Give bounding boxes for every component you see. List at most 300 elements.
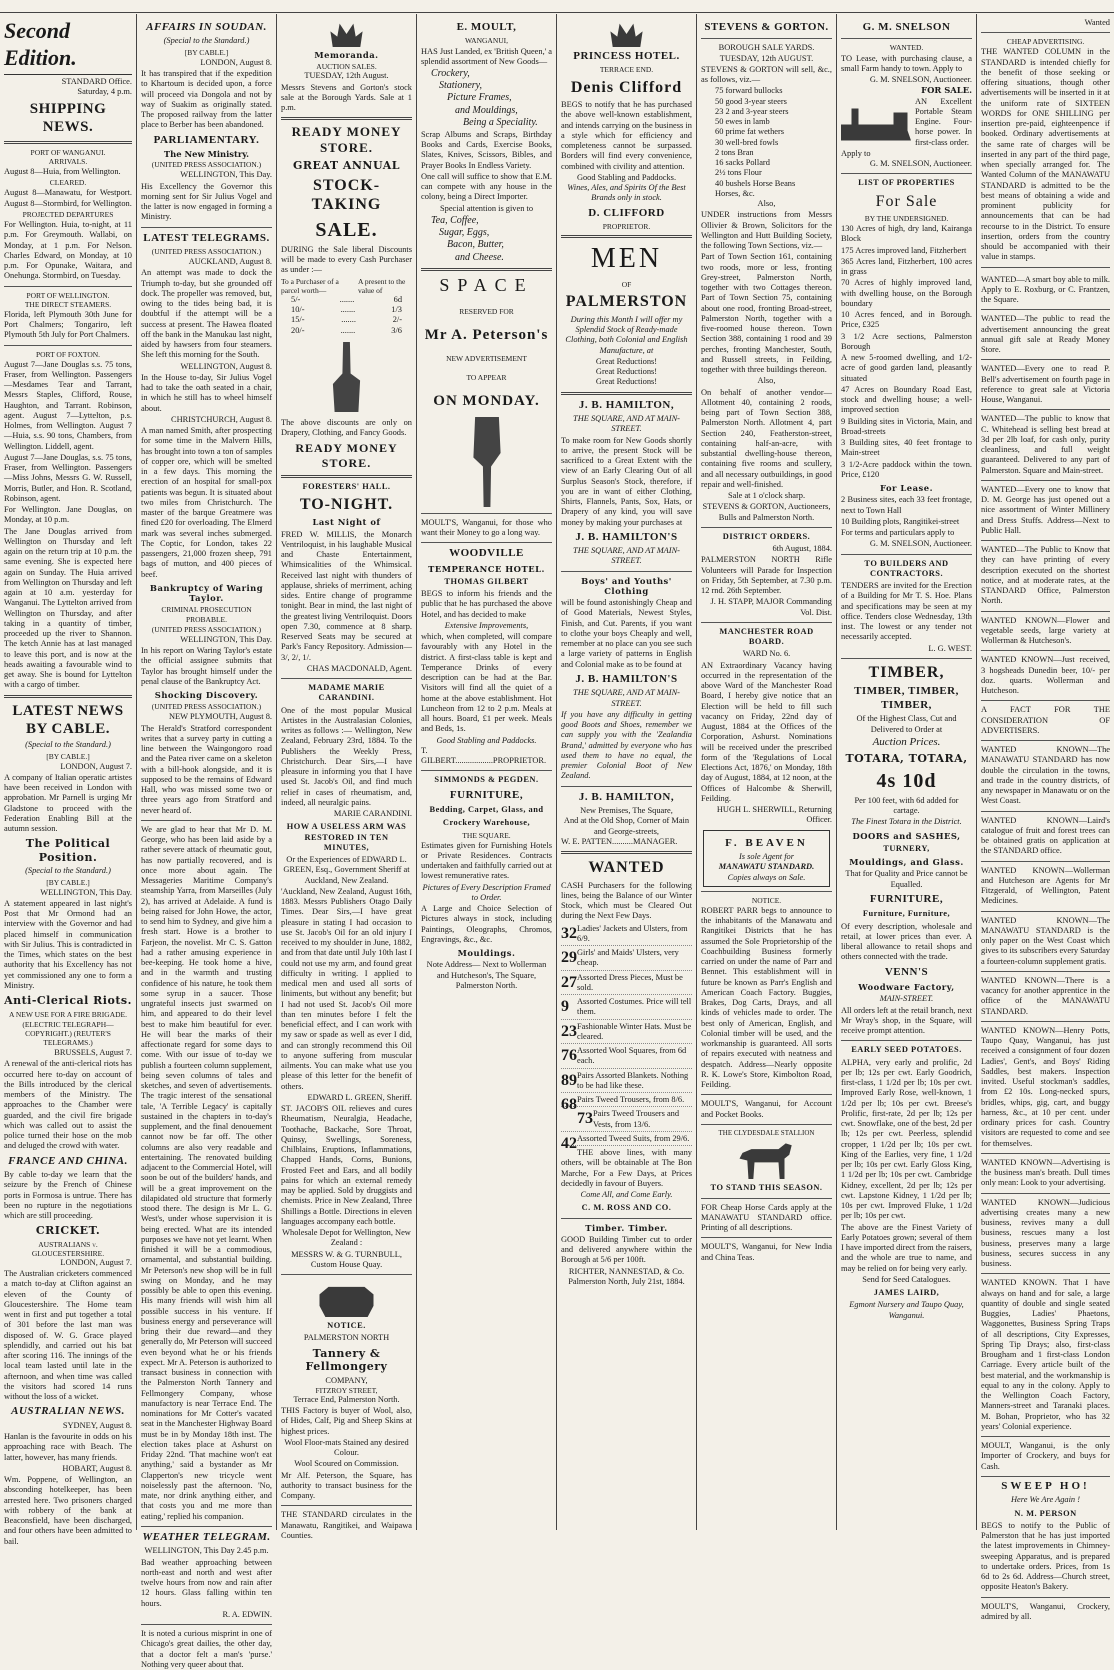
sheep-icon: [317, 1279, 377, 1317]
ad-subtitle: Here We Are Again !: [1010, 1495, 1080, 1505]
paragraph: By cable to-day we learn that the seizure by the French of Chinese ports in Formosa is untrue. There has been no rupture in the negotiations which are still proceeding.: [4, 1170, 132, 1221]
paragraph: Wm. Poppene, of Wellington, an absconding hotelkeeper, has been arrested here. Two prisoners charged with robbery of the bank at Beaconsfield, have been discharged, and four others have been admitted to bail.: [4, 1475, 132, 1546]
address: THE SQUARE, AND AT MAIN-STREET.: [573, 414, 680, 434]
list-item: 130 Acres of high, dry land, Kairanga Block: [841, 224, 972, 244]
address: Egmont Nursery and Taupo Quay, Wanganui.: [849, 1300, 964, 1320]
ad-title: Denis Clifford: [570, 78, 683, 96]
item-text: Ladies' Jackets and Ulsters, from 6/9.: [577, 923, 688, 943]
list-item: [561, 997, 692, 1020]
ad-title: Furniture, Furniture,: [862, 909, 951, 919]
dateline: LONDON, August 8.: [200, 57, 272, 67]
column-5: [557, 18, 696, 1528]
subheading: (UNITED PRESS ASSOCIATION.): [151, 247, 262, 256]
dateline: WELLINGTON, This Day 2.45 p.m.: [144, 1546, 269, 1556]
discount-worth: 20/-: [291, 325, 305, 335]
ad-title: NOTICE.: [751, 895, 782, 905]
dateline: BRUSSELS, August 7.: [54, 1048, 132, 1058]
paragraph: Special attention is given to: [439, 203, 534, 213]
list-item: A new 5-roomed dwelling, and 1/2-acre of good garden land, pleasantly situated: [841, 353, 972, 383]
subheading: (UNITED PRESS ASSOCIATION.): [151, 624, 262, 634]
paragraph: August 8—Huia, from Wellington.: [4, 167, 121, 177]
section-title: Bankruptcy of Waring Taylor.: [149, 582, 264, 604]
paragraph: Scrap Albums and Scraps, Birthday Books and Cards, Exercise Books, Slates, Knives, Scissors, Bibles, and Prayer Books In Endless Variety.: [421, 129, 552, 170]
dateline: STANDARD Office.: [61, 76, 132, 86]
paragraph: It has transpired that if the expedition to Khartoum is decided upon, a force will proceed via Dongola and not by way of Suakim as originally stated. The proposed railway from the latter place to Berber has been abandoned.: [141, 69, 272, 130]
paragraph: MOULT'S, Wanganui, for those who want their Money to go a long way.: [421, 517, 552, 537]
address: And at the Old Shop, Corner of Main and George-streets,: [563, 816, 690, 836]
ad-title: DOORS and SASHES,: [852, 830, 961, 841]
stock-list: [701, 86, 832, 199]
ad-subtitle: BY THE UNDERSIGNED.: [864, 214, 949, 224]
section-title: LATEST TELEGRAMS.: [143, 231, 270, 244]
list-item: 40 bushels Horse Beans: [715, 178, 796, 188]
list-item: [561, 1133, 692, 1152]
ad-subtitle: GREAT ANNUAL: [292, 159, 401, 173]
ad-subtitle: Auction Prices.: [872, 735, 941, 748]
section-title: LATEST NEWS BY CABLE.: [12, 702, 124, 738]
list-item: Bacon, Butter,: [447, 239, 504, 251]
ad-title: WANTED: [588, 859, 665, 877]
ad-subtitle: WARD No. 6.: [742, 649, 791, 659]
dateline: Saturday, 4 p.m.: [77, 86, 132, 96]
wanted-ads: [981, 272, 1110, 1477]
signature: L. G. WEST.: [928, 643, 972, 653]
ad-title: F. BEAVEN: [725, 836, 808, 849]
paragraph: Hanlan is the favourite in odds on his approaching race with Beach. The latter, however, has many friends.: [4, 1432, 132, 1462]
list-item: 2½ tons Flour: [715, 168, 762, 178]
ad-title: FURNITURE,: [449, 788, 524, 801]
paragraph: His Excellency the Governor this morning sent for Sir Julius Vogel and the latter is now engaged in forming a Ministry.: [141, 181, 272, 222]
section-title: WEATHER TELEGRAM.: [142, 1530, 271, 1543]
list-item: [561, 973, 692, 996]
price: 4s 10d: [876, 769, 937, 792]
paragraph: The above discounts are only on Drapery, Clothing, and Fancy Goods.: [281, 417, 412, 438]
item-text: Assorted Dress Pieces, Must be sold.: [577, 972, 683, 992]
ad-title: SPACE: [439, 274, 534, 295]
section-title: AUSTRALIAN NEWS.: [11, 1405, 125, 1418]
subheading: [BY CABLE.]: [46, 877, 90, 887]
paragraph: Of the Highest Class, Cut and Delivered to Order at: [856, 714, 957, 734]
paragraph: For terms and particulars apply to: [841, 528, 955, 538]
ad-title: WOODVILLE: [449, 547, 524, 560]
ad-title: MANCHESTER ROAD BOARD.: [719, 626, 814, 647]
list-item: Being a Speciality.: [463, 116, 538, 128]
ad-subtitle: Also,: [757, 376, 776, 386]
discount-dots: .......: [339, 294, 355, 304]
column-6: [697, 18, 836, 1528]
paragraph: A company of Italian operatic artistes have been received in London with approbation. Mr Parnell is urging Mr Gladstone to proceed with the Federation Enabling Bill at the autumn session.: [4, 772, 132, 834]
paragraph: CASH Purchasers for the following lines, being the Balance of our Winter Stock, which must be Cleared Out during the Next Few Days.: [561, 880, 692, 921]
address: TERRACE END.: [599, 65, 654, 75]
ad-subtitle: RESERVED FOR: [459, 306, 514, 316]
paragraph: All orders left at the retail branch, next Mr Wray's shop, in the Square, will receive prompt attention.: [841, 1005, 972, 1036]
paragraph: Per 100 feet, with 6d added for cartage.: [854, 795, 959, 816]
item-count: 73: [577, 1110, 593, 1128]
signature: PROPRIETOR.: [602, 221, 651, 231]
subheading: (Special to the Standard.): [163, 36, 250, 46]
paragraph: During this Month I will offer my Splendid Stock of Ready-made Clothing, both Colonial and English Manufacture, at: [565, 314, 688, 355]
list-item: 60 prime fat wethers: [715, 127, 785, 137]
signature: G. M. SNELSON, Auctioneer.: [869, 539, 972, 549]
paragraph: ALPHA, very early and prolific, 2d per lb; 12s per cwt. Early Goodrich, first-class, 1 1/2d per lb; 10s per cwt. Improved Early Rose, well-known, 1 1/2d per lb; 10s per cwt. Breese's Prolific, first-rate, 2d per lb; 12s per cwt. Snowflake, one of the best, 2d per lb; 12s per cwt. Peerless, splendid cropper, 1 1/2d per lb; 10s per cwt. King of the Earlies, very fine, 1 1/2d per lb; 10s per cwt. Early Gloss King, 1 1/2d per lb; 10s per cwt. Cambridge Kidney, excellent, 2d per lb; 12s per cwt. Lapstone Kidney, 1 1/2d per lb; 10s per cwt. Improved Fluke, 1 1/2d per lb; 10s per cwt.: [841, 1057, 972, 1221]
discount-row: [281, 315, 412, 325]
paragraph: In his report on Waring Taylor's estate the official assignee submits that Taylor has brought himself under the penal clause of the Bankruptcy Act.: [141, 646, 272, 686]
paragraph: THE above lines, with many others, will be obtainable at The Bon Marche, For a Few Days, at Prices decidedly in favour of Buyers.: [561, 1148, 692, 1188]
ad-title: MADAME MARIE CARANDINI.: [308, 683, 385, 703]
teas-list: [421, 215, 552, 264]
list-item: 75 forward bullocks: [715, 86, 783, 96]
ad-title: MEN: [590, 243, 663, 275]
subheading: PORT OF WANGANUI.: [30, 147, 106, 157]
subheading: The New Ministry.: [163, 148, 250, 159]
ad-subtitle: Crockery Warehouse,: [442, 818, 531, 828]
ad-title: DISTRICT ORDERS.: [722, 531, 811, 541]
paragraph: THIS Factory is buyer of Wool, also, of Hides, Calf, Pig and Sheep Skins at highest prices.: [281, 1406, 412, 1436]
subheading: A NEW USE FOR A FIRE BRIGADE.: [8, 1009, 127, 1019]
ad-title: FOR SALE.: [921, 85, 972, 96]
ad-title: FORESTERS' HALL.: [302, 481, 391, 491]
dateline: HOBART, August 8.: [62, 1463, 132, 1473]
ad-subtitle: PALMERSTON NORTH: [303, 1333, 390, 1343]
ad-title: TIMBER,: [868, 663, 945, 681]
discount-dots: .......: [340, 325, 356, 335]
item-text: Pairs Tweed Trousers, from 8/6.: [577, 1095, 685, 1105]
section-title: Memoranda.: [314, 50, 379, 60]
ad-title: SALE.: [315, 218, 378, 241]
ad-title: Mouldings, and Glass.: [849, 857, 964, 868]
ad-title: READY MONEY STORE.: [295, 441, 398, 471]
wanted-ad: WANTED KNOWN—Just received, 3 hogsheads Dunedin beer, 10/- per doz. quarts. Wollerman and Hutcheson.: [981, 652, 1110, 701]
wanted-items: [561, 923, 692, 1152]
ad-title: E. MOULT,: [456, 21, 517, 33]
paragraph: BEGS to inform his friends and the public that he has purchased the above Hotel, and has decided to make: [421, 589, 552, 619]
wanted-ad: A FACT FOR THE CONSIDERATION OF ADVERTISERS.: [981, 702, 1110, 741]
list-item: and Mouldings,: [455, 104, 518, 116]
subheading: CLEARED.: [49, 178, 87, 188]
paragraph: Bad weather approaching between north-east and north and west after twelve hours from now and rain after 12 hours. Glass falling within ten hours.: [141, 1557, 272, 1608]
wanted-ad: WANTED—The public to read the advertisement announcing the great annual gift sale at Ready Money Store.: [981, 311, 1110, 360]
paragraph: AN Excellent Portable Steam Engine. Four-horse power. In first-class order.: [915, 96, 972, 147]
paragraph: August 7—Jane Douglas, s.s. 75 tons, Fraser, from Wellington. Passengers—Miss Johns, Messrs G. W. Russell, Morris, Butler, and Hon. R. Scotland, Robinson, agent.: [4, 452, 132, 503]
properties-list: [841, 224, 972, 480]
dateline: CHRISTCHURCH, August 8.: [171, 414, 272, 424]
paragraph: PALMERSTON NORTH Rifle Volunteers will Parade for Inspection on Friday, 5th September, at 7.30 p.m. 12 rnd. 26th September.: [701, 555, 832, 596]
ad-subtitle: Apply to: [841, 148, 871, 158]
paragraph: If you have any difficulty in getting good Boots and Shoes, remember we can supply you with the 'Zealandia Brand,' admitted by everyone who has used them to have no equal, the premier Colonial Boot of New Zealand.: [561, 709, 692, 781]
list-item: 23 2 and 3-year steers: [715, 106, 789, 116]
paragraph: A Large and Choice Selection of Pictures always in stock, including Paintings, Oleographs, Chromos, Engravings, &c., &c.: [421, 904, 552, 944]
paragraph: Wool Scoured on Commission.: [294, 1459, 399, 1469]
ad-subtitle: Come All, and Come Early.: [580, 1190, 673, 1200]
paragraph: which, when completed, will compare favourably with any Hotel in the district. A first-class table is kept and Temperance Drinks of every description can be had at the Bar. Visitors will find all the quiet of a home at the above establishment. Hot Luncheon from 12 to 2 p.m. Meals at all hours. Board, £1 per week. Meals and Beds, 1s.: [421, 632, 552, 734]
ad-subtitle: The Finest Totara in the District.: [851, 817, 962, 827]
paragraph: Messrs Stevens and Gorton's stock sale at the Borough Yards. Sale at 1 p.m.: [281, 82, 412, 113]
paragraph: THE WANTED COLUMN in the STANDARD is intended chiefly for the benefit of those seeking or offering situations, though other advertisements will be inserted in it at the uniform rate of SIXTEEN WORDS for ONE SHILLING per insertion pre-paid, eighteenpence if booked. Ordinary advertisements at the same rate of charges will be inserted in any part of the third page, when specially arranged for. The Wanted Column of the MANAWATU STANDARD is admitted to be the best means of obtaining a wide and prominent publicity for announcements that can be had recourse to in the District. To ensure insertion, orders from the country should be accompanied with their value in stamps.: [981, 47, 1110, 262]
wanted-ad: WANTED—Every one to know that D. M. George has just opened out a nice assortment of Winter Millinery and Dress Stuffs. Address—Next to Public Hall.: [981, 482, 1110, 541]
paragraph: Mr Alf. Peterson, the Square, has authority to transact business for the Company.: [281, 1470, 412, 1501]
ad-subtitle: NEW ADVERTISEMENT: [446, 354, 527, 364]
paragraph: MESSRS W. & G. TURNBULL, Custom House Quay.: [291, 1249, 402, 1269]
item-count: 9: [561, 998, 569, 1016]
pointing-hand-icon: [330, 342, 364, 412]
item-count: 29: [561, 949, 577, 967]
list-item: [561, 1109, 692, 1132]
ad-title: LIST OF PROPERTIES: [858, 178, 955, 188]
engine-ad: [841, 97, 972, 148]
paragraph: 'Auckland, New Zealand, August 16th, 1883. Messrs Publishers Otago Daily Times. Dear Sirs,—I have great pleasure in stating I had occasion to use St. Jacob's Oil for an old injury I received to my shoulder in June, 1882, and from that date until July 10th last I could not use my arm, and found great difficulty in writing. I applied to medical men and used all sorts of liniments, but without any benefit; but I had not used St. Jacob's Oil more than ten minutes before I felt the beneficial effect, and I can work with my saw or spade as well as ever I did, and can strongly recommend this Oil to anyone suffering from muscular ailments. You can make what use you please of this letter for the benefit of others.: [281, 886, 412, 1091]
dateline: TUESDAY, 12th August.: [304, 71, 389, 81]
lease-list: [841, 495, 972, 527]
wanted-ad: WANTED KNOWN—Henry Potts, Taupo Quay, Wanganui, has just received a consignment of four dozen Ladies', Gent's, and Boys' Riding Saddles, best makers. Inspection invited. Useful stockman's saddles, from £2 10s. Long-necked spurs, bridles, whips, gig, cart, and buggy harness, &c., at 10 per cent. under ordinary prices for cash. Country visitors are requested to come and see for themselves.: [981, 1023, 1110, 1154]
section-title: AFFAIRS IN SOUDAN.: [146, 21, 267, 33]
subheading: PORT OF WELLINGTON.: [26, 290, 110, 300]
subheading: AUCTION SALES.: [316, 62, 377, 72]
ad-title: G. M. SNELSON: [862, 21, 951, 33]
discount-header-left: To a Purchaser of a parcel worth—: [281, 276, 339, 295]
dateline: NEW PLYMOUTH, August 8.: [169, 712, 272, 722]
wanted-ad: WANTED KNOWN—Wollerman and Hutcheson are Agents for Mr Fitzgerald, of Wellington, Patent Medicines.: [981, 863, 1110, 912]
subheading: (UNITED PRESS ASSOCIATION.): [151, 702, 262, 712]
ad-subtitle: OF: [621, 280, 632, 290]
paragraph: A man named Smith, after prospecting for some time in the Malvern Hills, has brought into town a ton of samples of copper ore, which will be smelted in a few days. This morning the erection of an hospital for small-pox patients was begun. It is situated about two miles from Christchurch. The master of the barque Greatmere was fined £20 for overloading. The Elmerd mark was several inches submerged. The Coptic, for London, takes 22 passengers, 21,000 frozen sheep, 791 bags of mutton, and 400 pieces of beef.: [141, 426, 272, 579]
ad-title: Timber. Timber.: [585, 1222, 668, 1233]
paragraph: HAS Just Landed, ex 'British Queen,' a splendid assortment of New Goods—: [421, 46, 552, 66]
address: MAIN-STREET.: [879, 994, 934, 1004]
paragraph: For Wellington. Huia, to-night, at 11 p.m. For Greymouth. Wallabi, on Monday, at 1 p.m. For Nelson. Charles Edward, on Monday, at 10 p.m. For Opunake, Waitara, and Onehunga. Stormbird, on Tuesday.: [4, 220, 132, 281]
wanted-ad: WANTED—The public to know that C. Whitehead is selling best bread at 3d per 2lb loaf, for cash only, purity cleanliness, and full weight guaranteed. Delivered to any part of Palmerston. Square and Main-street.: [981, 411, 1110, 481]
discount-row: [281, 305, 412, 315]
signature: EDWARD L. GREEN, Sheriff.: [307, 1092, 412, 1102]
list-item: and Cheese.: [455, 251, 504, 263]
paragraph: August 7—Jane Douglas s.s. 75 tons, Fraser, from Wellington. Passengers—Mesdames Tear and Tarrant, Messrs Staples, Clifford, Rouse, Haughton, and Tarrant. Robinson, agent. August 7—Lyttelton, p.s. Holmes, from Wellington. August 7—Huia, s.s. 90 tons, Chambers, from Wellington. Liddell, agent.: [4, 359, 132, 451]
list-item: Horses, &c.: [715, 188, 755, 198]
ad-title: CHEAP ADVERTISING.: [1006, 37, 1085, 47]
dateline: SYDNEY, August 8.: [62, 1420, 132, 1430]
ad-title: N. M. PERSON: [1014, 1508, 1077, 1518]
paragraph: Wool Floor-mats Stained any desired Colour.: [284, 1437, 409, 1458]
item-count: 68: [561, 1096, 577, 1114]
masthead: Second Edition.: [4, 18, 132, 75]
column-2: [137, 18, 276, 1669]
discount-present: 1/3: [391, 305, 402, 315]
discount-table: [281, 295, 412, 336]
list-item: Sugar, Eggs,: [439, 227, 490, 239]
pointing-hand-icon: [324, 21, 370, 47]
item-count: 76: [561, 1047, 577, 1065]
discount-header-right: A present to the value of: [358, 276, 406, 295]
discount-row: [281, 326, 412, 336]
list-item: 50 ewes in lamb: [715, 117, 770, 127]
discount-dots: .......: [340, 305, 356, 315]
subheading: (ELECTRIC TELEGRAPH—COPYRIGHT.) (REUTER'S TELEGRAMS.): [22, 1019, 114, 1047]
paragraph: BEGS to notify to the Public of Palmerston that he has just imported the latest improvements in Chimney-sweeping Apparatus, and is prepared to undertake orders. Prices, from 1s 6d to 2s 6d. Address—Church street, opposite Heaton's Bakery.: [981, 1520, 1110, 1592]
subheading: [BY CABLE.]: [46, 751, 90, 761]
paragraph: That for Quality and Price cannot be Equalled.: [845, 869, 968, 889]
list-item: Great Reductions!: [595, 377, 658, 387]
paragraph: In the House to-day, Sir Julius Vogel had to take the oath seated in a chair, in which he still has to wheel himself about.: [141, 372, 272, 413]
ad-subtitle: Good Stabling and Paddocks.: [576, 172, 677, 182]
list-item: 2 Business sites, each 33 feet frontage, next to Town Hall: [841, 495, 972, 515]
ad-title: For Sale: [875, 192, 938, 210]
signature: CHAS MACDONALD, Agent.: [306, 663, 412, 673]
ad-subtitle: Is sole Agent for: [739, 852, 794, 862]
paragraph: GOOD Building Timber cut to order and delivered anywhere within the Borough at 5/6 per 100ft.: [561, 1234, 692, 1265]
discount-present: 6d: [393, 294, 402, 304]
list-item: [561, 1022, 692, 1045]
ad-subtitle: Bedding, Carpet, Glass, and: [429, 805, 544, 815]
ad-title: TO BUILDERS AND CONTRACTORS.: [864, 558, 949, 578]
ad-subtitle: Last Night of: [312, 517, 381, 528]
dateline: AUCKLAND, August 8.: [188, 257, 272, 267]
ad-title: EARLY SEED POTATOES.: [851, 1045, 962, 1055]
paragraph: One call will suffice to show that E.M. can compete with any house in the colony, being a Direct Importer.: [421, 171, 552, 202]
discount-dots: .......: [341, 315, 356, 325]
item-count: 27: [561, 973, 577, 991]
ad-title: Woodware Factory,: [858, 982, 955, 993]
discount-worth: 15/-: [291, 315, 305, 325]
list-item: [561, 1095, 692, 1114]
ad-title: SIMMONDS & PEGDEN.: [434, 775, 539, 785]
ad-subtitle: WANTED.: [889, 43, 924, 53]
section-title: Anti-Clerical Riots.: [4, 994, 132, 1008]
column-1: [0, 18, 136, 1546]
subheading: (Special to the Standard.): [25, 866, 111, 876]
ad-subtitle: Extensive Improvements,: [444, 620, 529, 630]
signature: G. M. SNELSON, Auctioneer.: [869, 75, 972, 85]
signature: W. E. PATTEN..........MANAGER.: [561, 836, 678, 846]
agent-box: [703, 830, 830, 887]
address: FITZROY STREET,: [315, 1385, 378, 1395]
paragraph: One of the most popular Musical Artistes in the Australasian Colonies, writes as follows :— Wellington, New Zealand, February 23rd, 1884. To the Publishers the Weekly Press, Christchurch. Dear Sirs,—I have pleasure in informing you that I have used St. Jacob's Oil, and find much relief in cases of rheumatism, and, indeed, all neuralgic pains.: [281, 705, 412, 807]
paragraph: MOULT'S, Wanganui, for Account and Pocket Books.: [701, 1099, 832, 1119]
address: Note Address— Next to Wollerman and Hutcheson's, The Square, Palmerston North.: [426, 960, 547, 990]
ad-title: READY MONEY STORE.: [291, 124, 402, 156]
paragraph: DURING the Sale liberal Discounts will be made to every Cash Purchaser as under :—: [281, 244, 412, 275]
paragraph: ST. JACOB'S OIL relieves and cures Rheumatism, Neuralgia, Headache, Toothache, Backache, Sore Throat, Quinsy, Swellings, Soreness, Chilblains, Eruptions, Inflammations, Chapped Hands, Corns, Bunions, Frosted Feet and Ears, and all bodily pains for which an external remedy may be applied. Sold by druggists and chemists. Price in New Zealand, Three Shillings a Bottle. Directions in eleven languages accompany each bottle.: [281, 1104, 412, 1226]
paragraph: Wholesale Depot for Wellington, New Zealand :: [282, 1228, 411, 1248]
section-title: CRICKET.: [35, 1224, 101, 1238]
paragraph: The Jane Douglas arrived from Wellington on Thursday and left again on the return trip at 10 p.m. the same evening. She is expected here again on Sunday. The Huia arrived from Wellington on Thursday and left again at 10 a.m. yesterday for Wanganui. The Lyttelton arrived from Wellington on Thursday, and after taking in a quantity of timber, proceeded up the river to Shannon. The ketch Annie has at last managed to leave this port, and is now at the heads awaiting a favourable wind to get away. She is bound for Lyttelton with a cargo of timber.: [4, 526, 132, 690]
item-count: 89: [561, 1071, 577, 1089]
paragraph: The Herald's Stratford correspondent writes that a survey party in cutting a line between the Waingongoro road and the Patea river came on a skeleton with a bill-hook alongside, and it is supposed to be the remains of Edward Hall, who was missed some two or three years ago from Stratford and never heard of.: [141, 723, 272, 815]
paragraph: An attempt was made to dock the Triumph to-day, but she grounded off dock. The propeller was removed, but, owing to the tides being bad, it is doubtful if the attempt will be a success at present. The Hawea floated off the bank in the Manukau last night, aided by hawsers from four steamers. She left this morning for the South.: [141, 268, 272, 360]
list-item: Tea, Coffee,: [431, 214, 479, 226]
ad-title: TO-NIGHT.: [299, 495, 394, 513]
paragraph: Or the Experiences of EDWARD L. GREEN, Esq., Government Sheriff at Auckland, New Zealand.: [283, 855, 410, 885]
signature: MARIE CARANDINI.: [333, 809, 412, 819]
list-item: 3 1/2 Acre sections, Palmerston Borough: [841, 331, 972, 351]
paragraph: MOULT'S, Wanganui, Crockery, admired by all.: [981, 1601, 1110, 1621]
list-item: 16 sacks Pollard: [715, 158, 770, 168]
top-rule: [0, 12, 1114, 13]
subheading: (UNITED PRESS ASSOCIATION.): [151, 160, 262, 170]
list-item: Great Reductions!: [595, 356, 658, 366]
signature: G. M. SNELSON, Auctioneer.: [869, 159, 972, 169]
wanted-ad: WANTED KNOWN—Flower and vegetable seeds, large variety at Wollerman & Hutcheson's.: [981, 613, 1110, 652]
paragraph: will be found astonishingly Cheap and of Good Materials, Newest Styles, Finish, and Cut. Parents, if you want to clothe your boys Cheaply and well, remember at no place can you see such a large variety of patterns in English and Colonial make as to be found at: [561, 598, 692, 669]
signature: R. A. EDWIN.: [222, 1609, 272, 1619]
paragraph: ROBERT PARR begs to announce to the inhabitants of the Manawatu and Rangitikei Districts that he has assumed the Sole Proprietorship of the Coachbuilding Business formerly carried on under the name of Parr and Bennet. This establishment will in future be known as Parr's English and American Coach Factory. Buggies, Brakes, Dog Carts, Drays, and all kinds of vehicles made to order. The best only of American, English, and Colonial timber will be used, and the workmanship is guaranteed. All sorts of repairs executed with neatness and despatch. Address—Nearly opposite R. K. Lowe's Store, Kimbolton Road, Feilding.: [701, 905, 832, 1090]
list-item: 47 Acres on Boundary Road East, stock and dwelling house; a well-improved section: [841, 384, 972, 415]
paragraph: A renewal of the anti-clerical riots has occurred here to-day on account of the Bills introduced by the clerical members of the Ministry. The approaches to the Chamber were guarded, and the civil fire brigade which was called out to assist the police turned their hose on the mob and deluged the crowd with water.: [4, 1059, 132, 1151]
paragraph: UNDER instructions from Messrs Ollivier & Brown, Solicitors for the Wellington and Hutt Building Society, the following Town Sections, viz.—: [701, 210, 832, 251]
local-news: We are glad to hear that Mr D. M. George, who has been laid aside by a rather severe attack of rheumatic gout, has now partially recovered, and is once more about again. The Messageries Maritime Company's steamship Yarra, from Marseilles (July 2), has arrived at Adelaide. A fund is being raised for John Howe, the actor, to send him to Sydney, and give him a fresh start. Howe is a brother to Farjeon, the novelist. Mr C. S. Gatton had a rather amusing experience in bee-keeping. He took home a hive, and in the warmth and trusting confidence of his nature, he took them some syrup in a saucer. Those ungrateful insects just swarmed on him, and appeared to do their level best to make him beautiful for ever. He will bear the marks of their affectionate regard for some days to come. With our issue of to-day we publish a fourteen column supplement, being seven columns of tales and sketches, and seven of advertisements. The tragic interest of the sensational tale, 'A Terrible Legacy' is capitally sustained in the chapters in to-day's supplement, and the final denouement cannot now be far off. The other columns are also very readable and entertaining. The renovated building adjacent to the Commercial Hotel, will soon be out of the builders' hands, and will be a great improvement on the dilapidated old structure that formerly stood there. The design is Mr L. G. West's, under whose supervision it is being erected. What are its intended purposes we have not yet learnt. When finished it will be a commodious, ornamental, and substantial building. Mr Peterson's new shop will be in full swing on Monday, and he may possibly be able to open this evening. His many friends will wish him all possible success in his venture. If business energy and perseverance will bring their due reward—and they generally do, Mr Peterson will succeed even beyond what he or his friends expect. Mr A. Peterson is authorized to transact business in connection with the Palmerston North Tannery and Fellmongery Company, whose manufactory is near Terrace End. The nominations for Mr Cotter's vacated seat in the Manchester Highway Board must be in by Monday 18th inst. The election takes place at Ashurst on Friday 22nd. 'That machine won't eat anything,' said a bystander as Mr Clapperton's new tricycle went noiselessly past the afternoon. 'No, mate, nor drink anything either, and that costs you and me more than eating,' replied his companion.: [141, 824, 272, 1521]
paragraph: MOULT'S, Wanganui, for New India and China Teas.: [701, 1242, 832, 1262]
item-text: Assorted Costumes. Price will tell them.: [577, 997, 692, 1017]
paragraph: It is noted a curious misprint in one of Chicago's great dailies, the other day, that a doctor felt a man's 'purse.' Nothing very queer about that.: [141, 1629, 272, 1669]
paragraph: FOR Cheap Horse Cards apply at the MANAWATU STANDARD office. Printing of all descriptions.: [701, 1202, 832, 1233]
ad-title: FURNITURE,: [869, 892, 944, 905]
ad-title: TOTARA, TOTARA,: [845, 752, 968, 766]
item-count: 23: [561, 1022, 577, 1040]
ad-subtitle: MANAWATU STANDARD.: [718, 862, 815, 872]
subheading: ARRIVALS.: [48, 156, 88, 166]
section-title: SHIPPING NEWS.: [29, 101, 107, 136]
list-item: 3 1/2-Acre paddock within the town. Price, £120: [841, 459, 972, 479]
ad-subtitle: Also,: [757, 199, 776, 209]
list-item: [561, 1071, 692, 1094]
item-text: Assorted Tweed Suits, from 29/6.: [577, 1133, 690, 1143]
list-item: Crockery,: [431, 68, 470, 80]
ad-subtitle: Send for Seed Catalogues.: [862, 1274, 951, 1284]
wanted-ad: WANTED KNOWN—The MANAWATU STANDARD is the only paper on the West Coast which gives to its subscribers every Saturday a fourteen-column supplement gratis.: [981, 913, 1110, 972]
ad-subtitle: BOROUGH SALE YARDS.: [718, 43, 815, 53]
wanted-ad: WANTED KNOWN—Judicious advertising creates many a new business, revives many a dull business, rescues many a lost business, preserves many a large business, secures success in any business.: [981, 1195, 1110, 1275]
ad-title: STEVENS & GORTON.: [704, 21, 829, 33]
feather-crest-icon: [604, 21, 650, 47]
reductions-list: [561, 357, 692, 388]
list-item: Stationery,: [439, 80, 483, 92]
paragraph: TO Lease, with purchasing clause, a small Farm handy to town. Apply to: [841, 53, 972, 73]
list-item: [561, 1046, 692, 1069]
ad-title: TEMPERANCE HOTEL.: [428, 563, 545, 574]
subheading: PORT OF FOXTON.: [35, 349, 101, 359]
dateline: WELLINGTON, This Day.: [180, 170, 272, 180]
section-title: Shocking Discovery.: [154, 690, 259, 701]
list-item: [561, 924, 692, 947]
ad-subtitle: Wines, Ales, and Spirits Of the Best Brands only in stock.: [567, 183, 686, 203]
ad-subtitle: THOMAS GILBERT: [444, 576, 529, 586]
wanted-ad: WANTED KNOWN—Advertising is the business man's breath. Dull times only mean: Look to your advertising.: [981, 1155, 1110, 1194]
dateline: WELLINGTON, This Day.: [40, 887, 132, 897]
ad-title: Tannery & Fellmongery: [305, 1346, 388, 1374]
wanted-ad: WANTED—The Public to Know that they can have printing of every description executed on the shortest notice, and at moderate rates, at the STANDARD Office, Palmerston North.: [981, 542, 1110, 612]
paragraph: Estimates given for Furnishing Hotels or Private Residences. Contracts undertaken and faithfully carried out at lowest remunerative rates.: [421, 840, 552, 881]
list-item: 30 well-bred fowls: [715, 137, 779, 147]
address: THE SQUARE, AND AT MAIN-STREET.: [573, 688, 680, 708]
paragraph: Of every description, wholesale and retail, at lower prices than ever. A liberal allowance to retail shops and others connected with the trade.: [841, 921, 972, 962]
list-item: 70 Acres of highly improved land, with dwelling house, on the Borough boundary: [841, 278, 972, 308]
list-item: [561, 948, 692, 971]
item-text: Pairs Tweed Trousers and Vests, from 13/6.: [593, 1109, 680, 1129]
ad-title: For Lease.: [879, 483, 933, 494]
paragraph: The above are the Finest Variety of Early Potatoes grown; several of them I have imported direct from the raisers, and the whole are true to name, and may be relied on for being very early.: [841, 1222, 972, 1273]
paragraph: TENDERS are invited for the Erection of a Building for Mr T. S. Hoe. Plans and specifications may be seen at my office. Tenders close Wednesday, 13th inst. The lowest or any tender not necessarily accepted.: [841, 581, 972, 642]
discount-header: [281, 277, 412, 295]
subheading: THE DIRECT STEAMERS.: [24, 299, 112, 309]
dateline: TUESDAY, 12th AUGUST.: [719, 53, 814, 63]
ad-title: J. B. HAMILTON'S: [575, 530, 678, 543]
paragraph: STEVENS & GORTON will sell, &c., as follows, viz.—: [701, 64, 832, 85]
ad-subtitle: WANGANUI,: [464, 36, 509, 46]
ad-title: STOCK-TAKING: [311, 176, 382, 214]
address: New Premises, The Square,: [580, 806, 673, 816]
wanted-ad: MOULT, Wanganui, is the only Importer of Crockery, and buys for Cash.: [981, 1438, 1110, 1477]
section-title: The Political Position.: [25, 837, 111, 864]
subheading: CRIMINAL PROSECUTION PROBABLE.: [161, 605, 252, 624]
discount-present: 2/-: [392, 315, 402, 325]
ad-title: SWEEP HO!: [1001, 1479, 1090, 1492]
